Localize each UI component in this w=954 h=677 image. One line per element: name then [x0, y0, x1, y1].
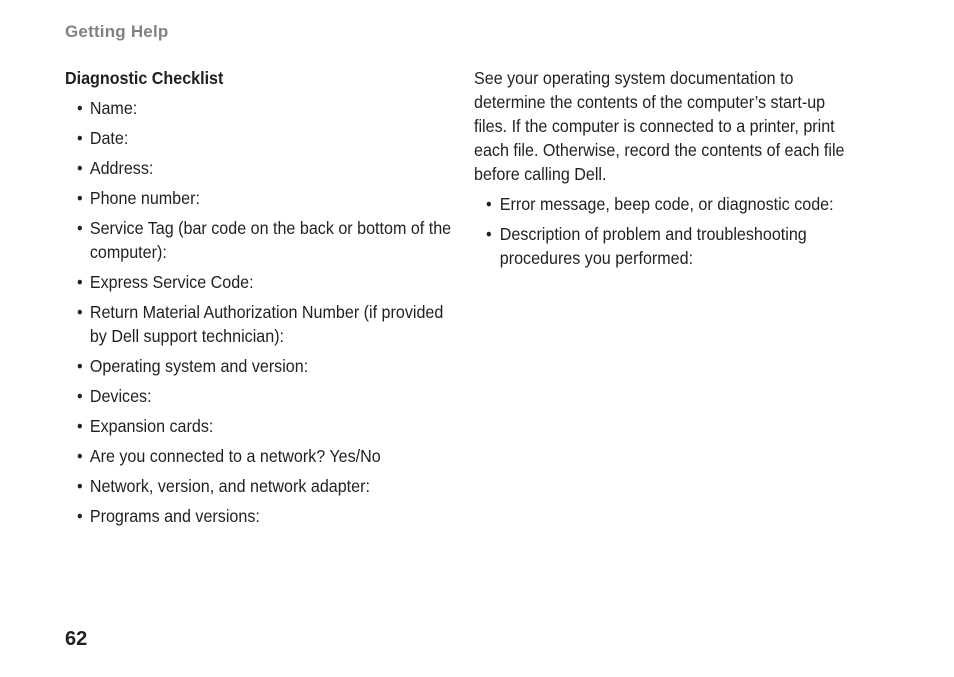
page-number: 62	[65, 628, 88, 650]
diagnostic-checklist	[65, 96, 451, 528]
bullet-glyph: •	[76, 302, 83, 322]
checklist-item	[65, 270, 451, 294]
checklist-item-text: Service Tag (bar code on the back or bottom of the computer):	[89, 218, 452, 262]
startup-files-paragraph: See your operating system documentation to determine the contents of the computer’s start-up files. If the computer is connected to a printer, print each file. Otherwise, record the contents of each file before calling Dell.	[474, 68, 845, 184]
additional-checklist	[474, 192, 851, 270]
checklist-item	[65, 186, 451, 210]
bullet-glyph: •	[485, 194, 492, 214]
bullet-glyph: •	[76, 188, 83, 208]
checklist-item-text: Network, version, and network adapter:	[89, 476, 370, 496]
checklist-item	[65, 384, 451, 408]
checklist-item-text: Description of problem and troubleshooting procedures you performed:	[499, 224, 807, 268]
checklist-item-text: Express Service Code:	[89, 272, 254, 292]
checklist-item-text: Address:	[89, 158, 154, 178]
bullet-glyph: •	[76, 476, 83, 496]
bullet-glyph: •	[485, 224, 492, 244]
checklist-item-text: Expansion cards:	[89, 416, 214, 436]
checklist-item-text: Phone number:	[89, 188, 200, 208]
checklist-item-text: Date:	[89, 128, 129, 148]
checklist-item	[65, 504, 451, 528]
checklist-item	[474, 192, 851, 216]
checklist-item	[65, 126, 451, 150]
bullet-glyph: •	[76, 446, 83, 466]
checklist-item	[474, 222, 851, 270]
checklist-item-text: Operating system and version:	[89, 356, 309, 376]
checklist-item-text: Name:	[89, 98, 138, 118]
bullet-glyph: •	[76, 386, 83, 406]
bullet-glyph: •	[76, 98, 83, 118]
bullet-glyph: •	[76, 506, 83, 526]
running-header: Getting Help	[65, 22, 169, 41]
checklist-item	[65, 414, 451, 438]
checklist-item	[65, 474, 451, 498]
checklist-item-text: Error message, beep code, or diagnostic code:	[499, 194, 834, 214]
checklist-item-text: Programs and versions:	[89, 506, 260, 526]
left-column	[65, 66, 451, 534]
bullet-glyph: •	[76, 416, 83, 436]
bullet-glyph: •	[76, 356, 83, 376]
bullet-glyph: •	[76, 128, 83, 148]
checklist-item	[65, 354, 451, 378]
section-title: Diagnostic Checklist	[65, 68, 224, 88]
checklist-item-text: Are you connected to a network? Yes/No	[89, 446, 381, 466]
checklist-item	[65, 96, 451, 120]
checklist-item-text: Devices:	[89, 386, 152, 406]
bullet-glyph: •	[76, 158, 83, 178]
checklist-item	[65, 156, 451, 180]
bullet-glyph: •	[76, 218, 83, 238]
checklist-item	[65, 300, 451, 348]
checklist-item-text: Return Material Authorization Number (if provided by Dell support technician):	[89, 302, 444, 346]
checklist-item	[65, 444, 451, 468]
bullet-glyph: •	[76, 272, 83, 292]
right-column	[474, 66, 851, 276]
checklist-item	[65, 216, 451, 264]
